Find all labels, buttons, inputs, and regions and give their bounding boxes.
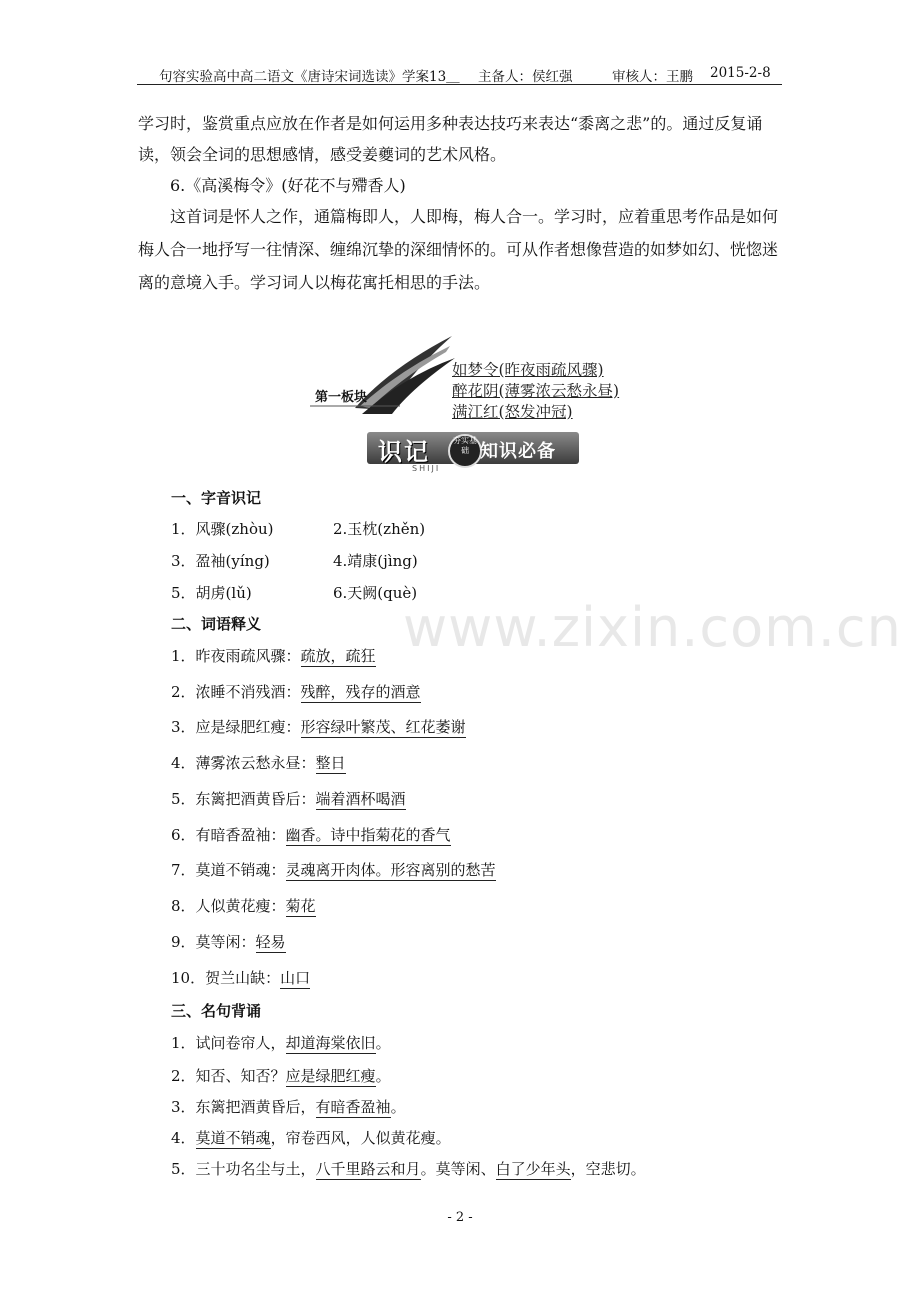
pinyin-item: 6.天阙(què) — [333, 584, 418, 602]
watermark: www.zixin.com.cn — [403, 596, 902, 659]
recitation-line: 4．莫道不销魂，帘卷西风，人似黄花瘦。 — [171, 1129, 451, 1147]
header-reviewer: 审核人：王鹏 — [612, 69, 693, 85]
poem-list — [452, 360, 619, 423]
recitation-blank: 八千里路云和月 — [315, 1160, 421, 1178]
pinyin-item: 1．风骤(zhòu) — [171, 520, 274, 538]
definition-answer: 菊花 — [285, 897, 316, 915]
pinyin-item: 2.玉枕(zhěn) — [333, 520, 426, 538]
definition-answer: 山口 — [280, 969, 311, 987]
poem-title[interactable]: 如梦令(昨夜雨疏风骤) — [452, 361, 604, 379]
definition-answer: 轻易 — [255, 933, 286, 951]
section-title: 二、词语释义 — [171, 615, 262, 633]
definition-item: 8．人似黄花瘦：菊花 — [171, 897, 316, 915]
shiji-sub-text: 知识必备 — [480, 441, 556, 462]
item6-line-2: 梅人合一地抒写一往情深、缠绵沉挚的深细情怀的。可从作者想像营造的如梦如幻、恍惚迷 — [138, 240, 779, 259]
definition-answer: 灵魂离开肉体。形容离别的愁苦 — [285, 861, 496, 879]
page-header — [137, 62, 782, 85]
definition-answer: 整日 — [315, 754, 346, 772]
recitation-blank: 有暗香盈袖 — [315, 1098, 391, 1116]
poem-title[interactable]: 醉花阴(薄雾浓云愁永昼) — [452, 382, 620, 400]
definition-answer: 端着酒杯喝酒 — [315, 790, 406, 808]
recitation-line: 3．东篱把酒黄昏后，有暗香盈袖。 — [171, 1098, 406, 1116]
definition-item: 2．浓睡不消残酒：残醉，残存的酒意 — [171, 683, 421, 701]
header-date: 2015-2-8 — [710, 65, 771, 81]
item6-title: 6.《高溪梅令》(好花不与殢香人) — [170, 176, 406, 195]
definition-item: 1．昨夜雨疏风骤：疏放，疏狂 — [171, 647, 376, 665]
recitation-blank: 白了少年头 — [495, 1160, 571, 1178]
shiji-en-text: SHIJI — [412, 464, 441, 473]
definition-answer: 形容绿叶繁茂、红花萎谢 — [300, 718, 466, 736]
item6-line-1: 这首词是怀人之作，通篇梅即人，人即梅，梅人合一。学习时，应着重思考作品是如何 — [170, 207, 779, 226]
pinyin-item: 3．盈袖(yíng) — [171, 552, 270, 570]
header-preparer: 主备人：侯红强 — [478, 69, 573, 85]
definition-answer: 疏放，疏狂 — [300, 647, 376, 665]
header-title: 句容实验高中高二语文《唐诗宋词选读》学案13＿ — [159, 69, 460, 85]
shiji-circle-badge: 夯实基础 — [448, 434, 482, 468]
definition-item: 6．有暗香盈袖：幽香。诗中指菊花的香气 — [171, 826, 451, 844]
definition-item: 10．贺兰山缺：山口 — [171, 969, 311, 987]
intro-line-1: 学习时，鉴赏重点应放在作者是如何运用多种表达技巧来表达“黍离之悲”的。通过反复诵 — [138, 114, 763, 133]
pinyin-item: 5．胡虏(lǔ) — [171, 584, 252, 602]
poem-title[interactable]: 满江红(怒发冲冠) — [452, 403, 573, 421]
definition-answer: 幽香。诗中指菊花的香气 — [285, 826, 451, 844]
item6-line-3: 离的意境入手。学习词人以梅花寓托相思的手法。 — [138, 273, 491, 292]
definition-item: 4．薄雾浓云愁永昼：整日 — [171, 754, 346, 772]
intro-line-2: 读，领会全词的思想感情，感受姜夔词的艺术风格。 — [138, 145, 507, 164]
block-label: 第一板块 — [315, 390, 368, 405]
recitation-line: 2．知否、知否？应是绿肥红瘦。 — [171, 1067, 391, 1085]
definition-item: 3．应是绿肥红瘦：形容绿叶繁茂、红花萎谢 — [171, 718, 466, 736]
pinyin-item: 4.靖康(jìng) — [333, 552, 418, 570]
page-number: - 2 - — [447, 1210, 473, 1225]
shiji-main-text: 识记 — [378, 438, 430, 466]
section-title: 三、名句背诵 — [171, 1002, 262, 1020]
recitation-line: 5．三十功名尘与土，八千里路云和月。莫等闲、白了少年头，空悲切。 — [171, 1160, 646, 1178]
definition-answer: 残醉，残存的酒意 — [300, 683, 421, 701]
definition-item: 7．莫道不销魂：灵魂离开肉体。形容离别的愁苦 — [171, 861, 496, 879]
definition-item: 9．莫等闲：轻易 — [171, 933, 286, 951]
recitation-blank: 应是绿肥红瘦 — [285, 1067, 376, 1085]
recitation-line: 1．试问卷帘人，却道海棠依旧。 — [171, 1034, 391, 1052]
definition-item: 5．东篱把酒黄昏后：端着酒杯喝酒 — [171, 790, 406, 808]
recitation-blank: 莫道不销魂 — [195, 1129, 271, 1147]
recitation-blank: 却道海棠依旧 — [285, 1034, 376, 1052]
section-title: 一、字音识记 — [171, 489, 262, 507]
